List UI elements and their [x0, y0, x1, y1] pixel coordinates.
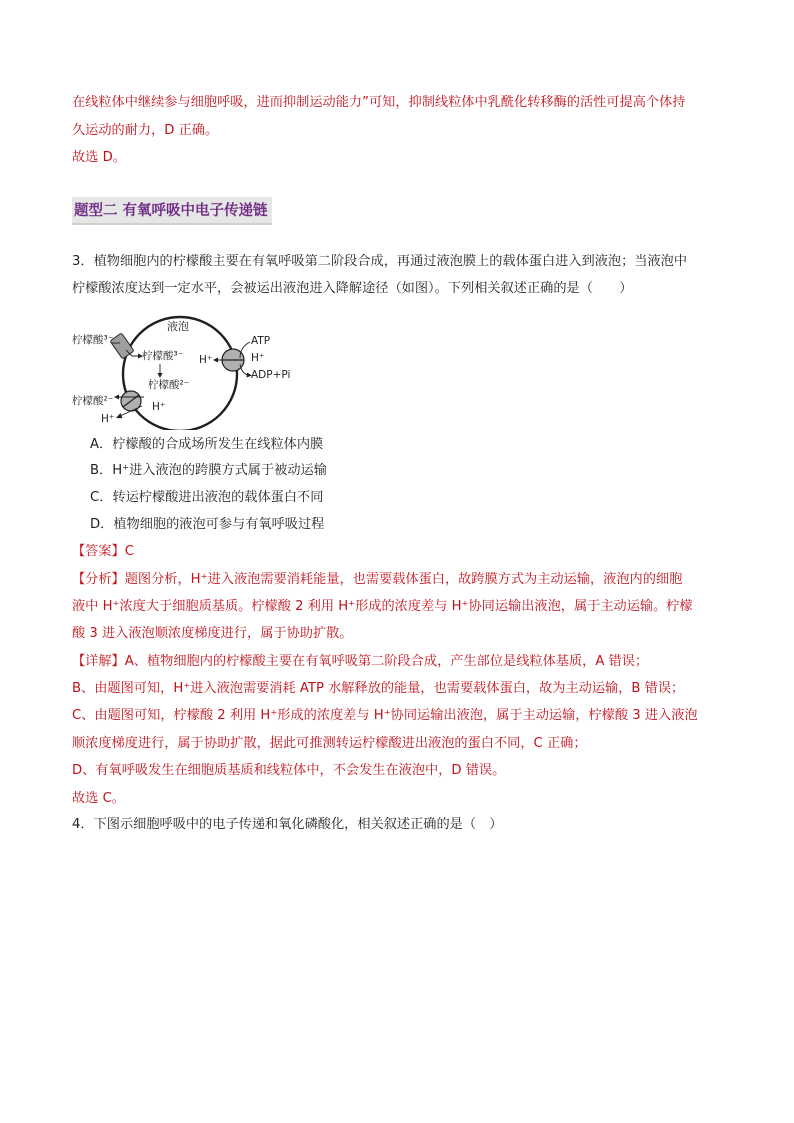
- intro-line-1: 在线粒体中继续参与细胞呼吸，进而抑制运动能力”可知，抑制线粒体中乳酰化转移酶的活性可提高个体持: [72, 95, 686, 110]
- h-pump-in-label: H⁺: [199, 354, 213, 366]
- citrate-carrier-top: [110, 333, 134, 359]
- q3-detail-line-3: C、由题图可知，柠檬酸 2 利用 H⁺形成的浓度差与 H⁺协同运输出液泡，属于主动运输，柠檬酸 3 进入液泡: [72, 708, 698, 723]
- q3-option-a: A．柠檬酸的合成场所发生在线粒体内膜: [90, 437, 324, 452]
- q3-detail-line-4: 顺浓度梯度进行，属于协助扩散，据此可推测转运柠檬酸进出液泡的蛋白不同，C 正确；: [72, 736, 587, 751]
- q4-stem: 4．下图示细胞呼吸中的电子传递和氧化磷酸化，相关叙述正确的是（ ）: [72, 817, 503, 832]
- arrowhead-conversion: [158, 373, 163, 378]
- atp-label: ATP: [251, 335, 271, 347]
- q3-analysis-line-2: 液中 H⁺浓度大于细胞质基质。柠檬酸 2 利用 H⁺形成的浓度差与 H⁺协同运输出液泡，属于主动运输。柠檬: [72, 599, 693, 614]
- citrate-out-top-label: 柠檬酸³⁻: [72, 334, 114, 346]
- citrate-in-top-label: 柠檬酸³⁻: [142, 350, 184, 362]
- answer-value: C: [124, 544, 134, 559]
- h-out-label: H⁺: [101, 413, 115, 425]
- arrowhead-citrate-out: [114, 395, 119, 400]
- analysis-text-1: 题图分析，H⁺进入液泡需要消耗能量，也需要载体蛋白，故跨膜方式为主动运输，液泡内的细胞: [124, 572, 683, 587]
- vacuole-membrane: [123, 317, 237, 430]
- citrate-out-bottom-label: 柠檬酸²⁻: [72, 395, 114, 407]
- h-pump-out-label: H⁺: [251, 352, 265, 364]
- vacuole-label: 液泡: [167, 320, 189, 333]
- q3-option-b: B．H⁺进入液泡的跨膜方式属于被动运输: [90, 463, 327, 478]
- q3-detail-line-5: D、有氧呼吸发生在细胞质基质和线粒体中，不会发生在液泡中，D 错误。: [72, 763, 506, 778]
- vacuole-diagram: [70, 306, 320, 430]
- answer-tag: 【答案】: [72, 544, 125, 559]
- citrate-in-mid-label: 柠檬酸²⁻: [148, 379, 190, 391]
- analysis-tag: 【分析】: [72, 572, 125, 587]
- detail-text-1: A、植物细胞内的柠檬酸主要在有氧呼吸第二阶段合成，产生部位是线粒体基质，A 错误；: [124, 654, 649, 669]
- q3-conclusion: 故选 C。: [72, 791, 125, 806]
- q3-stem-line-2: 柠檬酸浓度达到一定水平，会被运出液泡进入降解途径（如图）。下列相关叙述正确的是（ ）: [72, 281, 633, 296]
- q3-stem-line-1: 3．植物细胞内的柠檬酸主要在有氧呼吸第二阶段合成，再通过液泡膜上的载体蛋白进入到液泡；当液泡中: [72, 254, 688, 269]
- q3-analysis-line-1: [72, 571, 732, 589]
- q3-detail-line-2: B、由题图可知，H⁺进入液泡需要消耗 ATP 水解释放的能量，也需要载体蛋白，故为主动运输，B 错误；: [72, 681, 685, 696]
- q3-analysis-line-3: 酸 3 进入液泡顺浓度梯度进行，属于协助扩散。: [72, 626, 353, 641]
- q3-answer-line: [72, 543, 732, 561]
- q3-detail-line-1: [72, 653, 732, 671]
- q3-option-d: D．植物细胞的液泡可参与有氧呼吸过程: [90, 517, 325, 532]
- section-title: 题型二 有氧呼吸中电子传递链: [72, 197, 272, 225]
- q3-option-c: C．转运柠檬酸进出液泡的载体蛋白不同: [90, 490, 324, 505]
- arrowhead-h-pump: [213, 358, 218, 363]
- h-in-label: H⁺: [152, 401, 166, 413]
- intro-line-2: 久运动的耐力，D 正确。: [72, 123, 219, 138]
- detail-tag: 【详解】: [72, 654, 125, 669]
- adp-label: ADP+Pi: [251, 369, 291, 381]
- intro-conclusion: 故选 D。: [72, 150, 126, 165]
